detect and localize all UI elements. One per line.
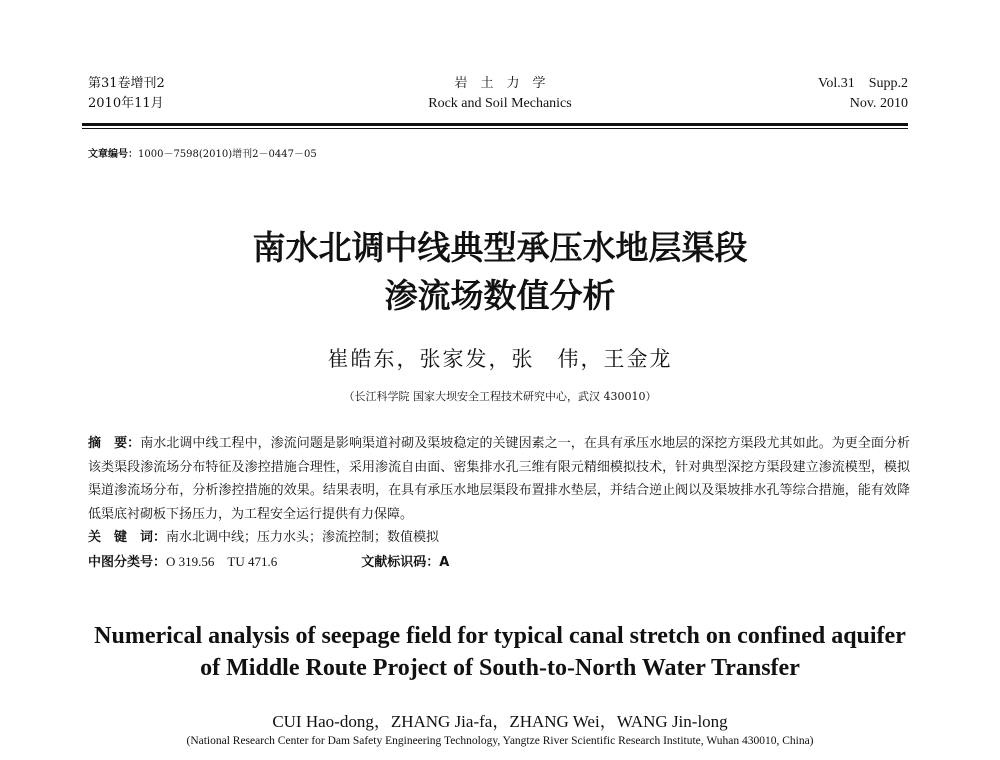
date-cn: 2010年11月 (88, 96, 164, 111)
classification-line (88, 550, 910, 575)
article-number-label: 文章编号： (88, 149, 138, 160)
journal-title-cn: 岩 土 力 学 (454, 76, 546, 91)
header-rule-thin (82, 128, 908, 129)
article-number-value: 1000－7598(2010)增刊2－0447－05 (138, 149, 317, 160)
volume-en: Vol.31 Supp.2 (818, 76, 908, 91)
abstract-block (88, 432, 910, 574)
affiliation-en: (National Research Center for Dam Safety Engineering Technology, Yangtze River Scientific Research Institute, Wuhan 430010, China) (186, 735, 814, 747)
title-en-line2: of Middle Route Project of South-to-North Water Transfer (200, 655, 800, 681)
keywords-label: 关 键 词： (88, 530, 167, 545)
title-cn-line2: 渗流场数值分析 (384, 276, 616, 315)
date-en: Nov. 2010 (849, 96, 908, 111)
header-rule-thick (82, 123, 908, 126)
title-en-line1: Numerical analysis of seepage field for typical canal stretch on confined aquifer (94, 623, 906, 649)
article-number (88, 145, 317, 160)
title-cn-line1: 南水北调中线典型承压水地层渠段 (252, 228, 748, 267)
keywords-cn (88, 526, 910, 550)
authors-cn: 崔皓东，张家发，张 伟，王金龙 (327, 347, 673, 371)
doc-code-label: 文献标识码： (361, 554, 440, 570)
authors-en: CUI Hao-dong，ZHANG Jia-fa，ZHANG Wei，WANG Jin-long (272, 712, 728, 731)
affiliation-cn: （长江科学院 国家大坝安全工程技术研究中心，武汉 430010） (343, 390, 657, 403)
abstract-text: 南水北调中线工程中，渗流问题是影响渠道衬砌及渠坡稳定的关键因素之一，在具有承压水地层的深挖方渠段尤其如此。为更全面分析该类渠段渗流场分布特征及渗控措施合理性，采用渗流自由面、密集排水孔三维有限元精细模拟技术，针对典型深挖方渠段建立渗流模型，模拟渠道渗流场分布，分析渗控措施的效果。结果表明，在具有承压水地层渠段布置排水垫层，并结合逆止阀以及渠坡排水孔等综合措施，能有效降低渠底衬砌板下扬压力，为工程安全运行提供有力保障。 (88, 436, 910, 522)
clc-label: 中图分类号： (88, 554, 167, 570)
clc-value: O 319.56 TU 471.6 (166, 553, 278, 569)
abstract-cn (88, 432, 910, 526)
journal-title-en: Rock and Soil Mechanics (428, 96, 572, 111)
volume-cn: 第31卷增刊2 (88, 76, 165, 91)
keywords-text: 南水北调中线；压力水头；渗流控制；数值模拟 (166, 530, 440, 545)
doc-code-value: A (439, 554, 450, 570)
abstract-label: 摘 要： (88, 436, 141, 451)
